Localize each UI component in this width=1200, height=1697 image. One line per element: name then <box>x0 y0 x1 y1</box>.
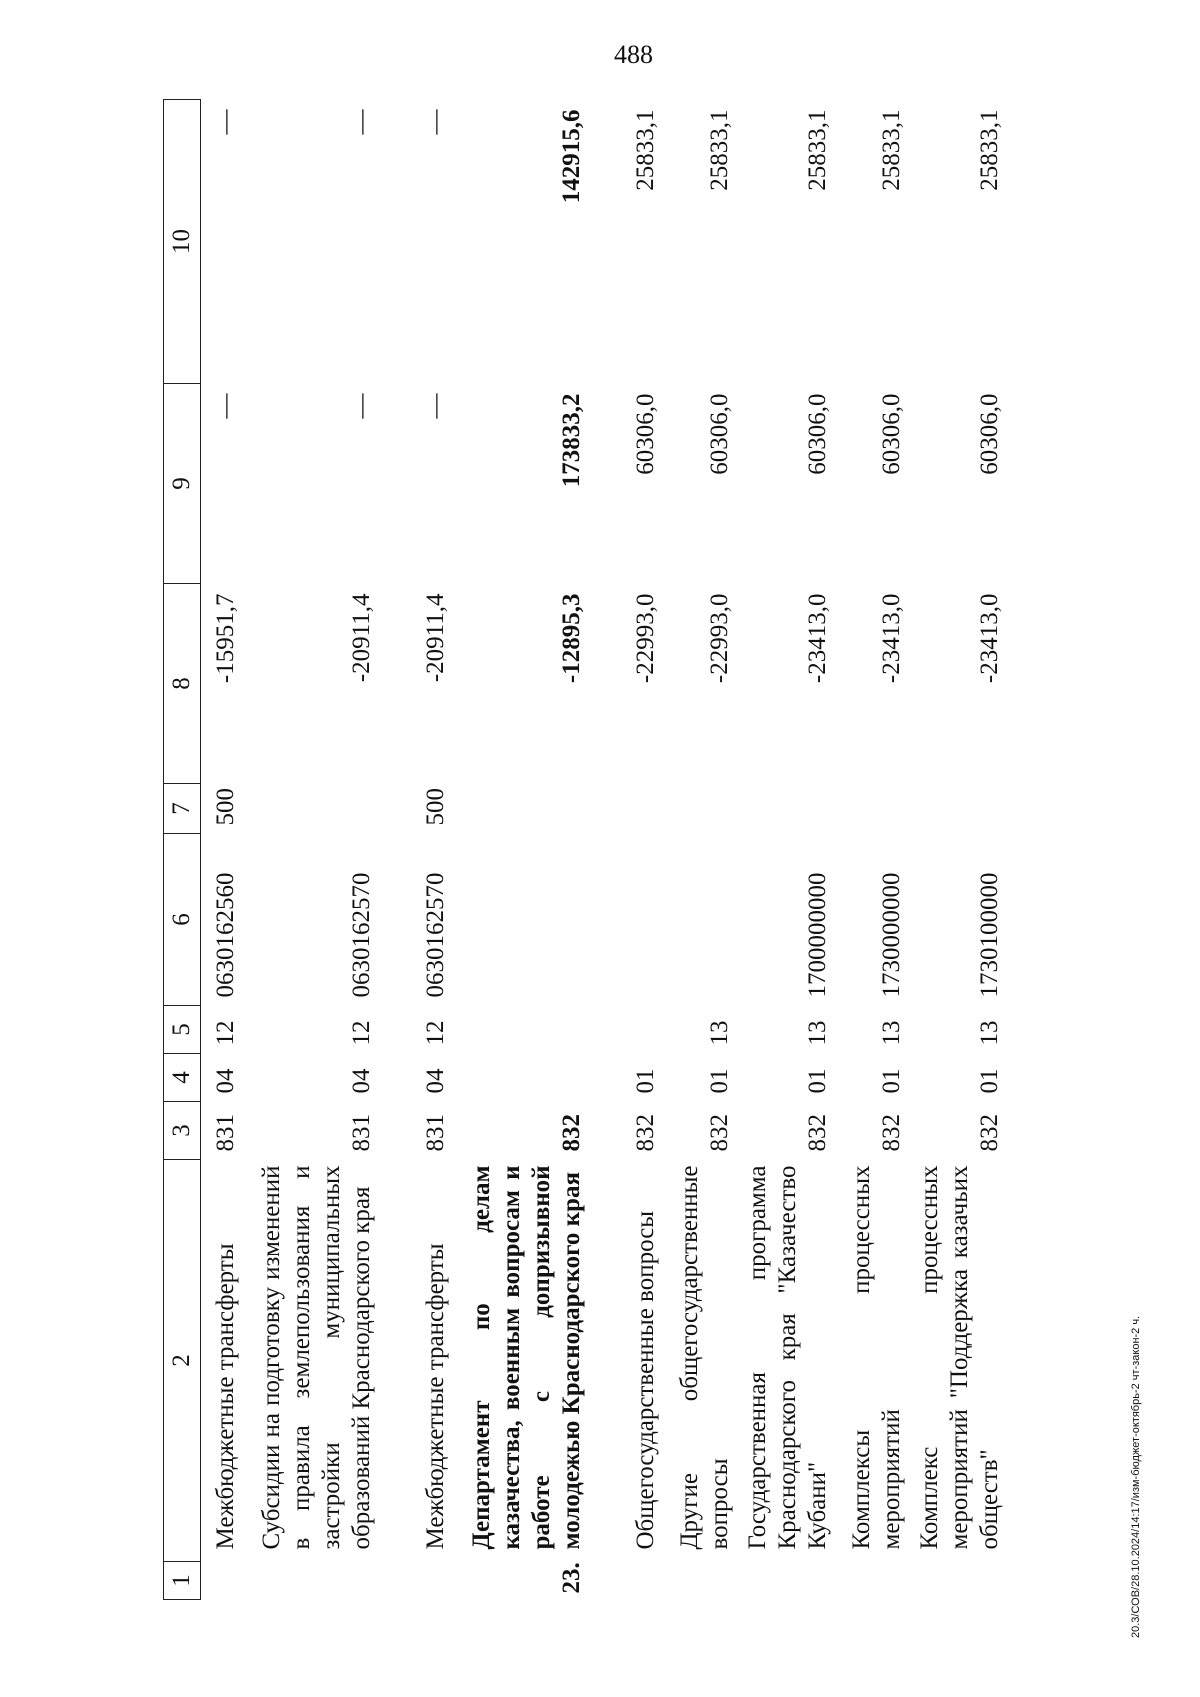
cell-ministry: 832 <box>804 1114 831 1152</box>
table-row <box>591 100 665 1600</box>
cell-subsection <box>455 1006 591 1054</box>
cell-amount-1: -23413,0 <box>804 593 831 684</box>
cell-amount-3: 25833,1 <box>706 109 733 191</box>
cell-expense-type: 500 <box>422 788 449 826</box>
budget-table-rotated <box>163 100 1009 1600</box>
col-header-7: 7 <box>164 784 201 834</box>
row-number <box>245 1562 381 1600</box>
table-row <box>837 100 911 1600</box>
cell-amount-2: 60306,0 <box>632 393 659 475</box>
cell-amount-1: -15951,7 <box>212 593 239 684</box>
table-row <box>911 100 1009 1600</box>
cell-amount-2: 60306,0 <box>878 393 905 475</box>
cell-target: 1700000000 <box>804 872 831 998</box>
cell-target: 0630162570 <box>348 872 375 998</box>
cell-ministry: 832 <box>632 1114 659 1152</box>
cell-section: 01 <box>632 1068 659 1094</box>
cell-section: 01 <box>804 1068 831 1094</box>
cell-target <box>455 834 591 1006</box>
cell-target: 1730100000 <box>976 872 1003 998</box>
col-header-10: 10 <box>164 100 201 384</box>
cell-section: 01 <box>976 1068 1003 1094</box>
cell-amount-3: 25833,1 <box>878 109 905 191</box>
row-number <box>837 1562 911 1600</box>
row-name: Межбюджетные трансферты <box>212 1243 239 1550</box>
cell-section: 04 <box>212 1068 239 1094</box>
cell-amount-3: — <box>422 109 449 135</box>
footer-file-path: 20.3/СОВ/28.10.2024/14:17/изм-бюджет-октябрь-2 чт-закон-2 ч. <box>1130 1315 1142 1638</box>
cell-target: 0630162570 <box>422 872 449 998</box>
row-name: Государственная программа Краснодарского края "Казачество Кубани" <box>744 1165 831 1550</box>
cell-amount-2: 173833,2 <box>558 393 585 488</box>
cell-amount-2: — <box>348 393 375 419</box>
table-row <box>381 100 455 1600</box>
cell-expense-type <box>245 784 381 834</box>
cell-amount-3: — <box>348 109 375 135</box>
cell-subsection: 12 <box>348 1020 375 1046</box>
cell-amount-1: -22993,0 <box>632 593 659 684</box>
cell-expense-type <box>665 784 739 834</box>
cell-amount-3: — <box>212 109 239 135</box>
cell-expense-type <box>837 784 911 834</box>
col-header-6: 6 <box>164 834 201 1006</box>
cell-ministry: 832 <box>976 1114 1003 1152</box>
row-number <box>201 1562 246 1600</box>
row-number <box>665 1562 739 1600</box>
table-row-department <box>455 100 591 1600</box>
cell-expense-type <box>591 784 665 834</box>
col-header-8: 8 <box>164 584 201 784</box>
cell-amount-2: 60306,0 <box>804 393 831 475</box>
row-number <box>381 1562 455 1600</box>
table-row <box>739 100 837 1600</box>
cell-target: 1730000000 <box>878 872 905 998</box>
row-name: Комплексы процессных мероприятий <box>848 1165 905 1550</box>
cell-ministry: 832 <box>558 1114 585 1152</box>
cell-amount-1: -22993,0 <box>706 593 733 684</box>
cell-target <box>665 834 739 1006</box>
cell-expense-type: 500 <box>212 788 239 826</box>
cell-subsection: 13 <box>706 1020 733 1046</box>
row-name: Общегосударственные вопросы <box>632 1210 659 1550</box>
cell-amount-1: -23413,0 <box>976 593 1003 684</box>
cell-ministry: 832 <box>878 1114 905 1152</box>
cell-amount-1: -23413,0 <box>878 593 905 684</box>
cell-ministry: 831 <box>348 1114 375 1152</box>
cell-ministry: 831 <box>212 1114 239 1152</box>
table-row <box>245 100 381 1600</box>
cell-subsection: 13 <box>976 1020 1003 1046</box>
col-header-1: 1 <box>164 1562 201 1600</box>
cell-amount-3: 25833,1 <box>804 109 831 191</box>
cell-expense-type <box>911 784 1009 834</box>
cell-amount-2: 60306,0 <box>976 393 1003 475</box>
cell-amount-1: -20911,4 <box>348 593 375 683</box>
col-header-4: 4 <box>164 1054 201 1102</box>
cell-section: 04 <box>422 1068 449 1094</box>
cell-subsection: 13 <box>878 1020 905 1046</box>
col-header-2: 2 <box>164 1160 201 1562</box>
cell-amount-2: — <box>212 393 239 419</box>
col-header-5: 5 <box>164 1006 201 1054</box>
row-name: Департамент по делам казачества, военным вопросам и работе с допризывной молодежью Краснодарского края <box>468 1165 585 1550</box>
cell-target <box>591 834 665 1006</box>
row-name: Другие общегосударственные вопросы <box>676 1165 733 1550</box>
cell-amount-1: -20911,4 <box>422 593 449 683</box>
cell-amount-2: 60306,0 <box>706 393 733 475</box>
page-number: 488 <box>614 40 653 69</box>
col-header-3: 3 <box>164 1102 201 1160</box>
row-number: 23. <box>558 1562 585 1594</box>
cell-amount-2: — <box>422 393 449 419</box>
cell-subsection: 12 <box>212 1020 239 1046</box>
cell-amount-3: 25833,1 <box>976 109 1003 191</box>
row-number <box>591 1562 665 1600</box>
cell-section: 01 <box>706 1068 733 1094</box>
cell-ministry: 831 <box>422 1114 449 1152</box>
row-name: Комплекс процессных мероприятий "Поддержка казачьих обществ" <box>916 1165 1003 1550</box>
row-name: Межбюджетные трансферты <box>422 1243 449 1550</box>
table-row <box>665 100 739 1600</box>
row-number <box>911 1562 1009 1600</box>
cell-section: 04 <box>348 1068 375 1094</box>
cell-amount-1: -12895,3 <box>558 593 585 684</box>
cell-section <box>455 1054 591 1102</box>
cell-subsection: 13 <box>804 1020 831 1046</box>
cell-target: 0630162560 <box>212 872 239 998</box>
cell-subsection: 12 <box>422 1020 449 1046</box>
row-name: Субсидии на подготовку изменений в правила землепользования и застройки муниципальных образований Краснодарского края <box>258 1165 375 1550</box>
budget-table <box>163 99 1009 1600</box>
header-row <box>164 100 201 1600</box>
cell-amount-3: 142915,6 <box>558 109 585 204</box>
cell-ministry: 832 <box>706 1114 733 1152</box>
row-number <box>739 1562 837 1600</box>
cell-amount-3: 25833,1 <box>632 109 659 191</box>
cell-expense-type <box>739 784 837 834</box>
col-header-9: 9 <box>164 384 201 584</box>
table-row <box>201 100 246 1600</box>
cell-subsection <box>591 1006 665 1054</box>
cell-section: 01 <box>878 1068 905 1094</box>
cell-expense-type <box>455 784 591 834</box>
